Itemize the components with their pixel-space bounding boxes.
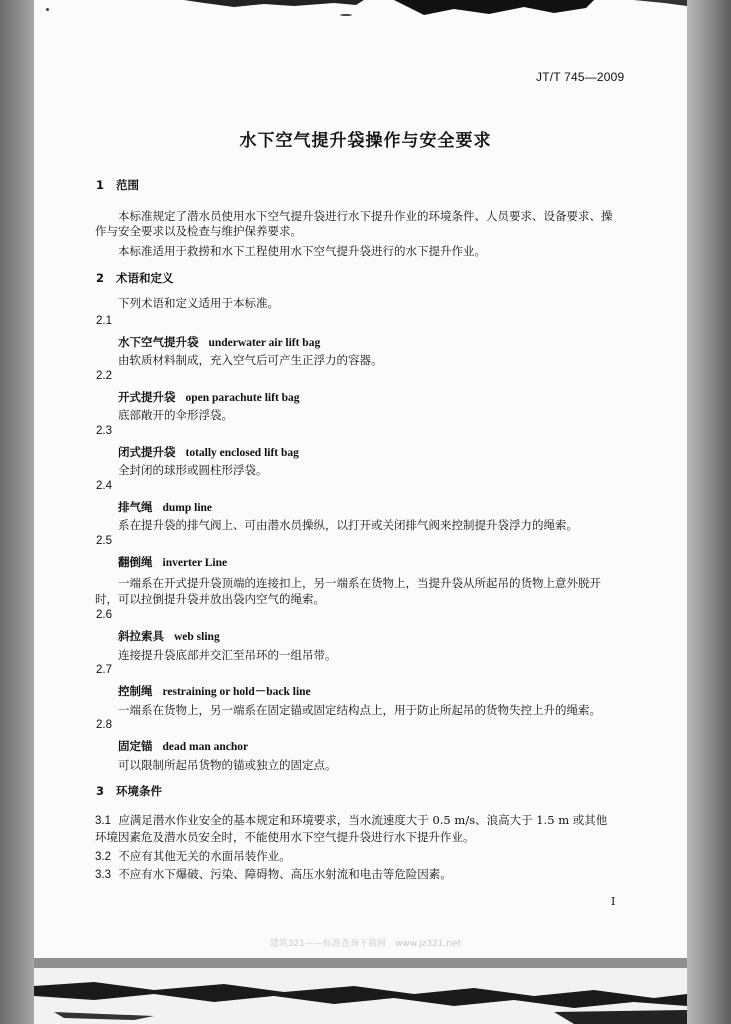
- term-number: 2.7: [96, 664, 112, 676]
- term-number: 2.3: [96, 425, 112, 437]
- term-cn: 水下空气提升袋: [118, 335, 199, 349]
- scan-left-border: [0, 0, 34, 1024]
- term-en: totally enclosed lift bag: [185, 447, 299, 459]
- term-number: 2.5: [96, 535, 112, 547]
- clause-text: 应满足潜水作业安全的基本规定和环境要求，当水流速度大于 0.5 m/s、浪高大于 1.5 m 或其他: [118, 813, 608, 827]
- term-heading: [118, 445, 299, 460]
- term-en: web sling: [174, 631, 220, 643]
- scan-speck: [46, 8, 49, 11]
- term-definition: 连接提升袋底部并交汇至吊环的一组吊带。: [118, 648, 337, 662]
- term-en: open parachute lift bag: [185, 392, 300, 404]
- term-cn: 开式提升袋: [118, 390, 176, 404]
- term-en: inverter Line: [162, 557, 228, 569]
- section-number: 1: [96, 178, 105, 192]
- term-cn: 翻倒绳: [118, 555, 153, 569]
- section-number: 3: [96, 784, 105, 798]
- standard-code: JT/T 745—2009: [536, 70, 625, 84]
- term-heading: [118, 684, 311, 699]
- s1-paragraph-1: 本标准规定了潜水员使用水下空气提升袋进行水下提升作业的环境条件、人员要求、设备要求、操: [118, 209, 613, 223]
- term-en: restraining or hold－back line: [162, 686, 311, 698]
- section-title: 术语和定义: [116, 271, 174, 285]
- term-definition-cont: 时，可以拉倒提升袋并放出袋内空气的绳索。: [95, 592, 325, 606]
- term-number: 2.1: [96, 315, 112, 327]
- clause-3-2: [95, 849, 291, 864]
- term-en: dump line: [162, 502, 213, 514]
- term-cn: 斜拉索具: [118, 629, 164, 643]
- clause-3-3: [95, 867, 452, 882]
- term-heading: [118, 335, 320, 350]
- term-number: 2.2: [96, 370, 112, 382]
- clause-number: 3.2: [95, 851, 111, 863]
- scan-right-border: [687, 0, 731, 1024]
- term-definition: 可以限制所起吊货物的锚或独立的固定点。: [118, 758, 337, 772]
- term-cn: 排气绳: [118, 500, 153, 514]
- term-heading: [118, 629, 220, 644]
- term-cn: 固定锚: [118, 739, 153, 753]
- clause-3-1-cont: 环境因素危及潜水员安全时，不能使用水下空气提升袋进行水下提升作业。: [95, 830, 475, 844]
- section-1-heading: [96, 177, 139, 193]
- clause-text: 不应有水下爆破、污染、障碍物、高压水射流和电击等危险因素。: [118, 867, 452, 881]
- term-heading: [118, 739, 248, 754]
- term-cn: 闭式提升袋: [118, 445, 176, 459]
- document-title: 水下空气提升袋操作与安全要求: [239, 131, 492, 151]
- term-definition: 底部敞开的伞形浮袋。: [118, 408, 233, 422]
- s2-intro: 下列术语和定义适用于本标准。: [118, 296, 279, 310]
- term-definition: 全封闭的球形或圆柱形浮袋。: [118, 463, 268, 477]
- clause-text: 不应有其他无关的水面吊装作业。: [118, 849, 291, 863]
- term-cn: 控制绳: [118, 684, 153, 698]
- clause-3-1: [95, 813, 607, 828]
- term-definition: 一端系在货物上，另一端系在固定锚或固定结构点上，用于防止所起吊的货物失控上升的绳索。: [118, 703, 601, 717]
- scan-speck: [340, 14, 352, 16]
- section-title: 环境条件: [116, 784, 163, 798]
- scan-artifact-top: [34, 0, 687, 22]
- term-number: 2.8: [96, 719, 112, 731]
- term-number: 2.4: [96, 480, 112, 492]
- term-en: underwater air lift bag: [208, 337, 321, 349]
- watermark: 建筑321——标准查询下载网 www.jz321.net: [269, 939, 462, 949]
- term-definition: 系在提升袋的排气阀上、可由潜水员操纵，以打开或关闭排气阀来控制提升袋浮力的绳索。: [118, 518, 578, 532]
- section-number: 2: [96, 271, 105, 285]
- section-3-heading: [96, 783, 162, 799]
- term-en: dead man anchor: [162, 741, 249, 753]
- term-heading: [118, 390, 300, 405]
- scan-artifact-bottom-ink: [34, 972, 687, 1024]
- section-title: 范围: [116, 178, 140, 192]
- term-number: 2.6: [96, 609, 112, 621]
- clause-number: 3.3: [95, 869, 111, 881]
- term-definition: 一端系在开式提升袋顶端的连接扣上，另一端系在货物上，当提升袋从所起吊的货物上意外脱开: [118, 576, 601, 590]
- section-2-heading: [96, 270, 174, 286]
- term-heading: [118, 555, 227, 570]
- s1-paragraph-2: 本标准适用于救捞和水下工程使用水下空气提升袋进行的水下提升作业。: [118, 244, 486, 258]
- page-number: I: [611, 895, 616, 908]
- s1-paragraph-1-cont: 作与安全要求以及检查与维护保养要求。: [95, 224, 302, 238]
- term-definition: 由软质材料制成，充入空气后可产生正浮力的容器。: [118, 353, 383, 367]
- term-heading: [118, 500, 212, 515]
- clause-number: 3.1: [95, 815, 111, 827]
